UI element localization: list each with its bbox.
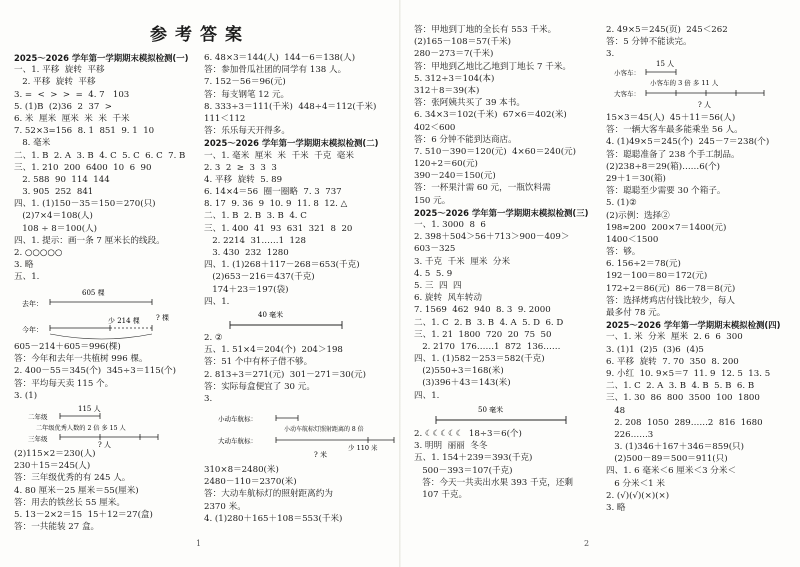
answer-line: 4. (1)49×5＝245(个) 245－7＝238(个) <box>606 137 770 148</box>
column-1-top <box>14 52 204 284</box>
diagram-label-less-214: 少 214 棵 <box>108 317 140 325</box>
answer-line: 6. 米 厘米 厘米 米 米 千米 <box>14 113 130 124</box>
answer-line: 2. ○○○○○ <box>14 248 63 258</box>
answer-line: 答：甲地到乙地比乙地到丁地长 7 千米。 <box>414 61 572 72</box>
answer-line: 四、1. 6 毫米＜6 厘米＜3 分米＜ <box>606 466 737 477</box>
answer-line: 8. 333÷3＝111(千米) 448÷4＝112(千米) <box>204 101 377 112</box>
answer-line: 8. 毫米 <box>14 138 51 149</box>
answer-line: 3. 明明 丽丽 冬冬 <box>414 441 488 452</box>
answer-line: 答：大动车航标灯的照射距离约为 <box>204 489 333 500</box>
answer-line: 3. (1)346＋167＋346＝859(只) <box>606 442 744 453</box>
answer-line: 310×8＝2480(米) <box>204 465 279 475</box>
answer-line: 一、1. 平移 旋转 平移 <box>14 65 105 76</box>
answer-line: 2. 400－55＝345(个) 345÷3＝115(个) <box>14 366 176 377</box>
label-note: 小客车的 3 倍 多 11 人 <box>650 79 719 87</box>
answer-line: 四、1. 提示：画一条 7 厘米长的线段。 <box>14 235 165 246</box>
answer-line: 2480－110＝2370(米) <box>204 477 297 488</box>
label-15: 15 人 <box>656 60 675 68</box>
answer-line: 2. (√)(√)(×)(×) <box>606 490 670 501</box>
answer-line: 答：张阿姨共买了 39 本书。 <box>414 98 525 109</box>
answer-line: 答：6 分钟不能到达商店。 <box>414 134 517 145</box>
label-40mm: 40 毫米 <box>258 311 284 319</box>
answer-line: 1400＜1500 <box>606 234 659 245</box>
answer-line: 答：甲地到丁地的全长有 553 千米。 <box>414 25 557 35</box>
answer-line: 4. 5 5. 9 <box>414 268 453 279</box>
answer-line: 7. 510－390＝120(元) 4×60＝240(元) <box>414 146 576 157</box>
diagram-label-note: 二年级优秀人数的 2 倍 多 15 人 <box>36 425 126 432</box>
answer-line: 答：51 个中有杯子借不够。 <box>204 357 313 368</box>
label-less-110: 少 110 米 <box>348 444 378 452</box>
answer-line: 605－214＋605＝996(棵) <box>14 342 121 352</box>
answer-line: 7. 1569 462 940 8. 3 9. 2000 <box>414 305 551 316</box>
answer-line: 二、1. B 2. A 3. B 4. C 5. C 6. C 7. B <box>14 150 186 161</box>
answer-line: 5. 312÷3＝104(本) <box>414 73 495 84</box>
label-question: ? 人 <box>698 101 711 109</box>
diagram-50mm <box>430 404 570 426</box>
answer-line: (2)500－89＝500＝911(只) <box>606 454 728 465</box>
answer-line: 答：三年级优秀的有 245 人。 <box>14 473 131 484</box>
answer-line: 三、1. 21 1800 720 20 75 50 <box>414 329 552 340</box>
answer-line: 7. 152－56＝96(元) <box>204 77 286 88</box>
answer-line: 答：选择烤鸡店付钱比较少，每人 <box>606 295 735 306</box>
column-4-bottom <box>606 112 796 514</box>
answer-line: 3. <box>204 393 213 404</box>
diagram-label-question: ? 人 <box>98 441 111 448</box>
column-1-middle <box>14 341 204 402</box>
answer-line: 2. 398＋504＞56＋713＞900－409＞ <box>414 232 570 243</box>
segment-40mm-svg <box>222 309 372 331</box>
diagram-label-this-year: 今年： <box>22 326 43 334</box>
answer-line: 5. (1)B (2)36 2 37 > <box>14 101 112 112</box>
answer-line: 四、1. <box>414 390 440 401</box>
answer-line: 答：平均每天卖 115 个。 <box>14 378 114 389</box>
answer-line: 四、1. (1)150－35＝150＝270(只) <box>14 199 156 210</box>
answer-line: 答：一共能装 27 盒。 <box>14 522 100 533</box>
answer-line: 答：参加骨瓜社团的同学有 138 人。 <box>204 65 347 76</box>
answer-line: 答：一杯果汁需 60 元，一瓶饮料需 <box>414 183 551 194</box>
answer-line: 172÷2＝86(元) 86－78＝8(元) <box>606 283 736 294</box>
answer-line: 2. 2214 31……1 128 <box>204 235 306 246</box>
diagram-tree-planting <box>22 284 192 344</box>
answer-line: (2)653－216＝437(千克) <box>204 272 315 283</box>
label-question: ? 米 <box>314 451 327 458</box>
answer-line: 2. 2170 176……1 872 136…… <box>414 341 561 352</box>
answer-line: 二、1. B 2. B 3. B 4. C <box>204 211 307 222</box>
answer-line: 111＜112 <box>204 113 246 124</box>
answer-line: 2. ☾☾☾☾☾ 18÷3＝6(个) <box>414 429 522 439</box>
answer-line: 3. <box>606 49 615 60</box>
answer-line: 6 分米＜1 米 <box>606 478 665 489</box>
answer-line: 6. 48×3＝144(人) 144－6＝138(人) <box>204 53 356 63</box>
answer-line: 603－325 <box>414 244 456 255</box>
answer-line: (2)示例：选择② <box>606 210 670 221</box>
section-heading: 2025～2026 学年第一学期期末模拟检测(一) <box>14 53 189 63</box>
segment-50mm-svg <box>430 404 570 426</box>
answer-line: 2. 平移 旋转 平移 <box>14 77 96 88</box>
answer-line: 答：实际每盒便宜了 30 元。 <box>204 381 315 392</box>
answer-line: 5. 13－2×2＝15 15＋12＝27(盒) <box>14 509 153 520</box>
page-title: 参考答案 <box>150 25 250 45</box>
section-heading: 2025～2026 学年第一学期期末模拟检测(三) <box>414 207 589 218</box>
diagram-label-grade2: 二年级 <box>28 413 48 421</box>
answer-line: 答：用去的铁丝长 55 厘米。 <box>14 497 125 508</box>
answer-line: 四、1. <box>204 296 230 307</box>
answer-line: 答：5 分钟不能读完。 <box>606 37 692 48</box>
answer-line: 五、1. <box>14 272 40 283</box>
answer-line: 402＜600 <box>414 122 456 133</box>
answer-line: 3. 略 <box>14 260 34 271</box>
diagram-excellent-students <box>28 404 203 448</box>
answer-line: 500－393＝107(千克) <box>414 465 513 476</box>
answer-line: 3. 430 232 1280 <box>204 248 289 258</box>
answer-line: 2. 588 90 114 144 <box>14 174 110 185</box>
column-2-bottom <box>204 464 396 525</box>
answer-line: 7. 52×3=156 8. 1 851 9. 1 10 <box>14 126 155 137</box>
diagram-lights <box>218 412 398 458</box>
column-4-top <box>606 24 796 61</box>
column-3-bottom <box>414 428 604 501</box>
answer-line: 3. 千克 千米 厘米 分米 <box>414 256 511 267</box>
answer-line: 四、1. (1)268＋117－268＝653(千克) <box>204 260 360 271</box>
label-small-bus: 小客车： <box>614 69 640 77</box>
answer-line: 一、1. 米 分米 厘米 2. 6 6 300 <box>606 332 743 343</box>
answer-line: 三、1. 400 41 93 631 321 8 20 <box>204 223 353 234</box>
answer-line: 150 元。 <box>414 195 451 206</box>
answer-line: 6. 14×4＝56 圈一圈略 7. 3 737 <box>204 187 342 198</box>
answer-line: (2)7×4＝108(人) <box>14 211 93 222</box>
answer-line: 答：够。 <box>606 247 641 258</box>
answer-line: 48 <box>606 405 626 416</box>
answer-line: 答：今天一共卖出水果 393 千克，还剩 <box>414 477 573 488</box>
answer-line: 四、1. (1)582－253＝582(千克) <box>414 354 545 365</box>
answer-line: 174＋23＝197(袋) <box>204 284 289 295</box>
answer-line: 3. 905 252 841 <box>14 187 94 198</box>
answer-line: 107 千克。 <box>414 489 468 500</box>
diagram-label-115: 115 人 <box>78 405 101 413</box>
answer-line: 答：一辆大客车最多能乘坐 56 人。 <box>606 125 743 136</box>
diagram-label-question: ? 棵 <box>156 314 169 322</box>
answer-line: 三、1. 30 86 800 3500 100 1800 <box>606 393 760 404</box>
label-small-light: 小动车航标： <box>218 415 257 423</box>
label-note: 小动车航标灯照射距离的 8 倍 <box>284 426 364 433</box>
answer-line: 五、1. 154＋239＝393(千克) <box>414 453 533 464</box>
column-1-bottom <box>14 448 204 533</box>
bus-svg <box>614 58 794 110</box>
answer-line: 5. (1)② <box>606 198 637 209</box>
answer-line: 29＋1＝30(箱) <box>606 173 666 184</box>
answer-line: 2. 208 1050 289……2 816 1680 <box>606 417 763 428</box>
answer-line: 120÷2＝60(元) <box>414 159 478 170</box>
page-number-right: 2 <box>584 539 590 548</box>
answer-line: 4. (1)280＋165＋108＝553(千米) <box>204 513 343 524</box>
answer-line: 答：每支钢笔 12 元。 <box>204 89 290 100</box>
excellent-students-svg <box>28 404 203 448</box>
answer-line: 三、1. 210 200 6400 10 6 90 <box>14 162 152 173</box>
right-page <box>400 0 800 567</box>
diagram-label-grade3: 三年级 <box>28 435 48 443</box>
section-heading: 2025～2026 学年第一学期期末模拟检测(二) <box>204 138 379 149</box>
answer-line: (3)396＋43＝143(米) <box>414 378 511 389</box>
answer-line: (2)238÷8＝29(箱)……6(个) <box>606 161 721 172</box>
answer-line: 8. 17 9. 36 9 10. 9 11. 8 12. △ <box>204 199 348 210</box>
answer-line: 五、1. 51×4＝204(个) 204＞198 <box>204 345 343 356</box>
tree-planting-svg <box>22 284 192 344</box>
answer-line: 一、1. 毫米 厘米 米 千米 千克 毫米 <box>204 150 354 161</box>
answer-line: 3. = < > > = 4. 7 103 <box>14 89 130 100</box>
answer-line: (2)165－108＝57(千米) <box>414 37 511 48</box>
answer-line: 4. 平移 旋转 5. 89 <box>204 174 283 185</box>
answer-line: 2. ② <box>204 333 223 343</box>
answer-line: 15×3＝45(人) 45＋11＝56(人) <box>606 113 736 123</box>
answer-line: 3. 略 <box>606 503 626 513</box>
answer-line: 9. 小红 10. 9×5＝7 11. 9 12. 5 13. 5 <box>606 368 771 379</box>
answer-line: 280－273＝7(千米) <box>414 49 494 60</box>
column-3-top <box>414 24 604 402</box>
column-2-middle <box>204 332 396 405</box>
answer-line: 198≈200 200×7＝1400(元) <box>606 222 727 233</box>
answer-line: 2370 米。 <box>204 501 246 512</box>
answer-line: 最多付 78 元。 <box>606 308 666 318</box>
answer-line: 答：聪聪准备了 238 个手工制品。 <box>606 149 740 160</box>
answer-line: 答：今年和去年一共植树 996 棵。 <box>14 354 148 365</box>
answer-line: 230＋15＝245(人) <box>14 461 91 472</box>
diagram-label-605: 605 棵 <box>82 289 105 297</box>
lights-svg <box>218 412 398 458</box>
answer-line: 6. 旋转 风车转动 <box>414 293 482 304</box>
column-2-top <box>204 52 396 308</box>
answer-line: 2. 3 2 ≥ 3 3 3 <box>204 162 277 173</box>
answer-line: 390－240＝150(元) <box>414 171 496 182</box>
label-big-bus: 大客车： <box>614 90 640 98</box>
answer-line: 2. 813÷3＝271(元) 301－271＝30(元) <box>204 369 366 380</box>
answer-line: 3. (1) <box>14 390 38 401</box>
diagram-bus <box>614 58 794 110</box>
answer-line: 6. 平移 旋转 7. 70 350 8. 200 <box>606 356 739 367</box>
answer-line: 5. 三 四 四 <box>414 280 462 291</box>
answer-line: 108 ÷ 8＝100(人) <box>14 223 98 234</box>
answer-line: 二、1. C 2. A 3. B 4. B 5. B 6. B <box>606 381 755 392</box>
answer-line: 3. (1)1 (2)5 (3)6 (4)5 <box>606 344 704 355</box>
answer-line: 二、1. C 2. B 3. B 4. A 5. D 6. D <box>414 317 564 328</box>
answer-line: 6. 34×3＝102(千米) 67×6＝402(米) <box>414 110 567 121</box>
brace-total <box>50 334 152 339</box>
answer-line: 4. 80 厘米－25 厘米＝55(厘米) <box>14 485 139 496</box>
answer-line: 2. 49×5＝245(页) 245＜262 <box>606 25 728 35</box>
label-50mm: 50 毫米 <box>478 406 504 414</box>
answer-line: 答：乐乐每天开得多。 <box>204 126 290 137</box>
diagram-40mm <box>222 309 372 331</box>
answer-line: (2)115×2＝230(人) <box>14 449 96 459</box>
section-heading: 2025～2026 学年第一学期期末模拟检测(四) <box>606 320 781 331</box>
answer-line: 226……3 <box>606 429 654 440</box>
answer-line: (2)550÷3＝168(米) <box>414 366 504 377</box>
answer-line: 答：聪聪至少需要 30 个箱子。 <box>606 186 726 197</box>
label-big-light: 大动车航标： <box>218 437 257 445</box>
answer-line: 192－100＝80＝172(元) <box>606 271 708 282</box>
page-number-left: 1 <box>196 539 202 548</box>
diagram-label-last-year: 去年： <box>22 300 43 308</box>
answer-line: 一、1. 3000 8 6 <box>414 220 486 230</box>
answer-line: 312＋8＝39(本) <box>414 85 480 96</box>
answer-line: 6. 156÷2＝78(元) <box>606 259 681 270</box>
